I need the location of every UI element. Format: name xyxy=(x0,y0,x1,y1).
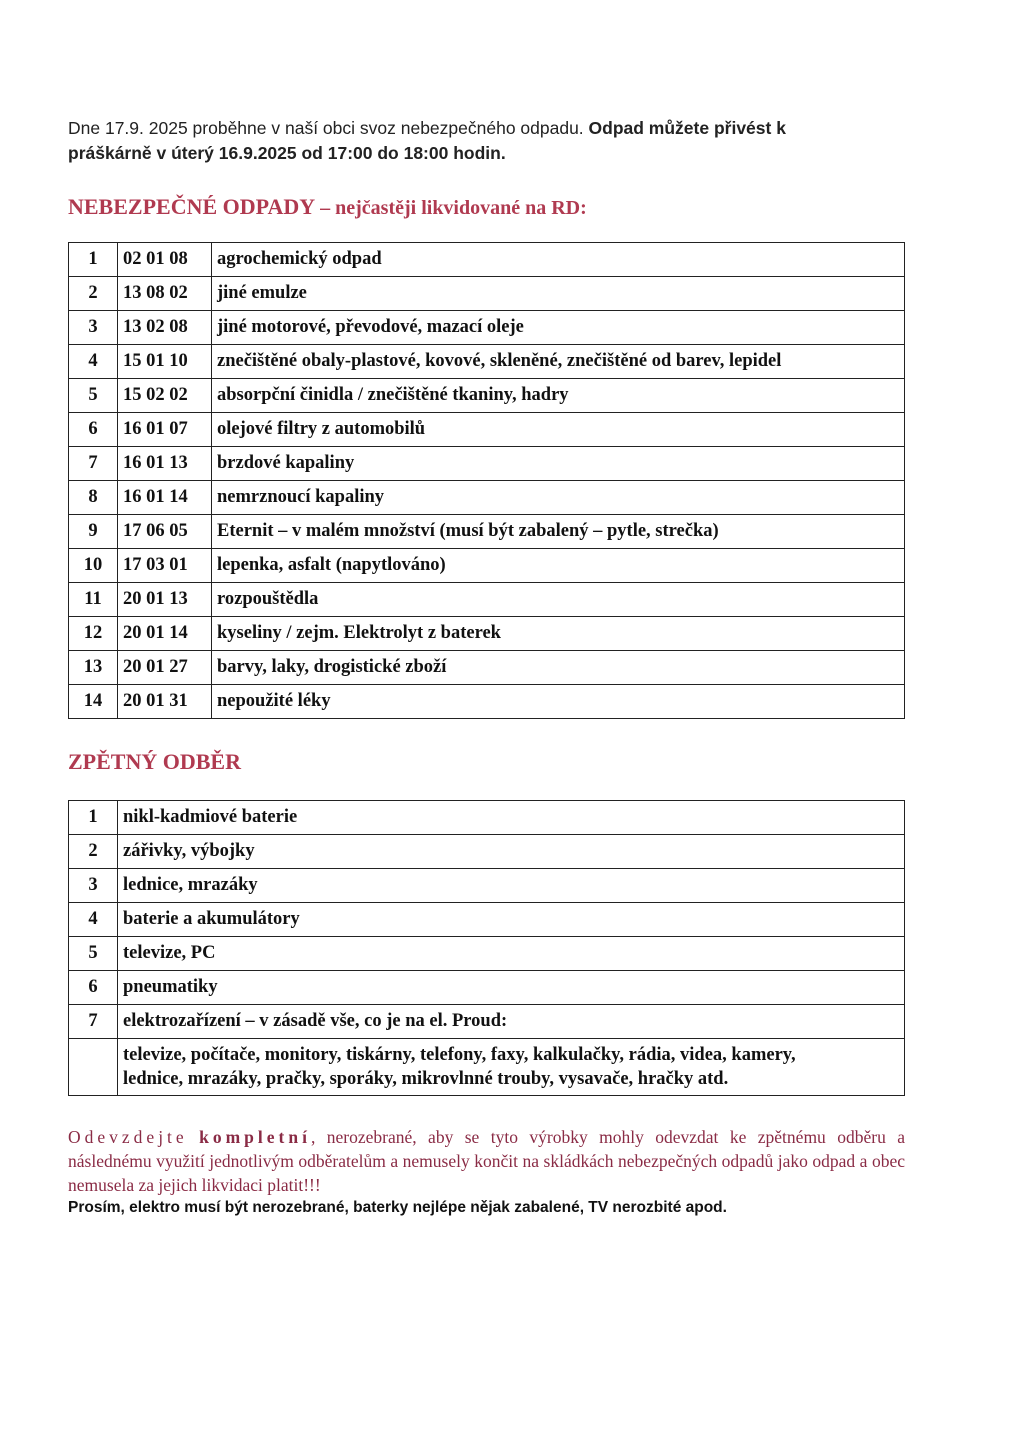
intro-paragraph xyxy=(68,116,868,166)
table-row xyxy=(69,903,905,937)
row-number-cell: 1 xyxy=(69,243,118,277)
row-number-cell: 11 xyxy=(69,583,118,617)
table-row xyxy=(69,583,905,617)
table-row xyxy=(69,515,905,549)
row-number-cell: 5 xyxy=(69,937,118,971)
table-row xyxy=(69,1005,905,1039)
row-number-cell: 3 xyxy=(69,311,118,345)
table-row xyxy=(69,311,905,345)
waste-code-cell: 16 01 13 xyxy=(118,447,212,481)
row-number-cell xyxy=(69,1039,118,1096)
waste-code-cell: 13 08 02 xyxy=(118,277,212,311)
item-description-cell: lednice, mrazáky xyxy=(118,869,905,903)
item-description-cell: nikl-kadmiové baterie xyxy=(118,801,905,835)
waste-code-cell: 17 06 05 xyxy=(118,515,212,549)
row-number-cell: 7 xyxy=(69,1005,118,1039)
waste-code-cell: 20 01 31 xyxy=(118,685,212,719)
waste-code-cell: 20 01 27 xyxy=(118,651,212,685)
waste-code-cell: 16 01 07 xyxy=(118,413,212,447)
row-number-cell: 12 xyxy=(69,617,118,651)
table-row xyxy=(69,937,905,971)
waste-description-cell: Eternit – v malém množství (musí být zabalený – pytle, strečka) xyxy=(212,515,905,549)
table-row xyxy=(69,869,905,903)
table-row xyxy=(69,243,905,277)
row-number-cell: 13 xyxy=(69,651,118,685)
intro-text: Dne 17.9. 2025 proběhne v naší obci svoz nebezpečného odpadu. xyxy=(68,118,589,138)
waste-description-cell: barvy, laky, drogistické zboží xyxy=(212,651,905,685)
waste-code-cell: 17 03 01 xyxy=(118,549,212,583)
hazardous-heading-sub: – nejčastěji likvidované na RD: xyxy=(315,197,587,219)
table-row xyxy=(69,345,905,379)
hazardous-heading xyxy=(68,194,587,221)
table-row xyxy=(69,413,905,447)
table-row xyxy=(69,277,905,311)
takeback-heading: ZPĚTNÝ ODBĚR xyxy=(68,749,241,774)
row-number-cell: 1 xyxy=(69,801,118,835)
row-number-cell: 9 xyxy=(69,515,118,549)
hazardous-waste-table xyxy=(68,242,905,719)
row-number-cell: 4 xyxy=(69,903,118,937)
electronics-list-line2: lednice, mrazáky, pračky, sporáky, mikrovlnné trouby, vysavače, hračky atd. xyxy=(123,1069,729,1089)
item-description-cell: baterie a akumulátory xyxy=(118,903,905,937)
table-row xyxy=(69,971,905,1005)
note-word-odevzdejte: Odevzdejte xyxy=(68,1127,188,1147)
final-note: Prosím, elektro musí být nerozebrané, baterky nejlépe nějak zabalené, TV nerozbité apod. xyxy=(68,1199,727,1216)
return-note xyxy=(68,1125,905,1197)
hazardous-heading-main: NEBEZPEČNÉ ODPADY xyxy=(68,194,316,219)
table-row xyxy=(69,447,905,481)
waste-description-cell: absorpční činidla / znečištěné tkaniny, hadry xyxy=(212,379,905,413)
table-row xyxy=(69,801,905,835)
electronics-list-cell xyxy=(118,1039,905,1096)
waste-description-cell: brzdové kapaliny xyxy=(212,447,905,481)
item-description-cell: pneumatiky xyxy=(118,971,905,1005)
table-row xyxy=(69,1039,905,1096)
table-row xyxy=(69,835,905,869)
table-row xyxy=(69,685,905,719)
row-number-cell: 4 xyxy=(69,345,118,379)
waste-description-cell: nemrznoucí kapaliny xyxy=(212,481,905,515)
waste-code-cell: 02 01 08 xyxy=(118,243,212,277)
row-number-cell: 7 xyxy=(69,447,118,481)
electronics-list-line1: televize, počítače, monitory, tiskárny, telefony, faxy, kalkulačky, rádia, videa, kamery, xyxy=(123,1045,796,1065)
waste-description-cell: znečištěné obaly-plastové, kovové, skleněné, znečištěné od barev, lepidel xyxy=(212,345,905,379)
table-row xyxy=(69,617,905,651)
waste-description-cell: kyseliny / zejm. Elektrolyt z baterek xyxy=(212,617,905,651)
intro-bold-text: Odpad můžete přivést k práškárně v úterý 16.9.2025 od 17:00 do 18:00 hodin. xyxy=(68,118,786,163)
row-number-cell: 5 xyxy=(69,379,118,413)
table-row xyxy=(69,379,905,413)
waste-description-cell: lepenka, asfalt (napytlováno) xyxy=(212,549,905,583)
row-number-cell: 2 xyxy=(69,835,118,869)
takeback-table xyxy=(68,800,905,1096)
row-number-cell: 3 xyxy=(69,869,118,903)
waste-description-cell: jiné motorové, převodové, mazací oleje xyxy=(212,311,905,345)
waste-description-cell: olejové filtry z automobilů xyxy=(212,413,905,447)
waste-description-cell: rozpouštědla xyxy=(212,583,905,617)
item-description-cell: televize, PC xyxy=(118,937,905,971)
table-row xyxy=(69,481,905,515)
item-description-cell: zářivky, výbojky xyxy=(118,835,905,869)
row-number-cell: 14 xyxy=(69,685,118,719)
waste-code-cell: 15 01 10 xyxy=(118,345,212,379)
item-description-cell: elektrozařízení – v zásadě vše, co je na el. Proud: xyxy=(118,1005,905,1039)
note-rest: , nerozebrané, aby se tyto výrobky mohly odevzdat ke zpětnému odběru a následnému využití jednotlivým odběratelům a nemusely končit na skládkách nebezpečných odpadů jako odpad a obec nemusela za jejich likvidaci platit!!! xyxy=(68,1127,905,1195)
waste-code-cell: 16 01 14 xyxy=(118,481,212,515)
waste-description-cell: nepoužité léky xyxy=(212,685,905,719)
table-row xyxy=(69,651,905,685)
waste-code-cell: 20 01 14 xyxy=(118,617,212,651)
row-number-cell: 6 xyxy=(69,971,118,1005)
row-number-cell: 10 xyxy=(69,549,118,583)
waste-description-cell: agrochemický odpad xyxy=(212,243,905,277)
waste-code-cell: 13 02 08 xyxy=(118,311,212,345)
row-number-cell: 8 xyxy=(69,481,118,515)
waste-code-cell: 15 02 02 xyxy=(118,379,212,413)
waste-description-cell: jiné emulze xyxy=(212,277,905,311)
note-word-kompletni: kompletní xyxy=(199,1127,311,1147)
row-number-cell: 2 xyxy=(69,277,118,311)
table-row xyxy=(69,549,905,583)
row-number-cell: 6 xyxy=(69,413,118,447)
waste-code-cell: 20 01 13 xyxy=(118,583,212,617)
